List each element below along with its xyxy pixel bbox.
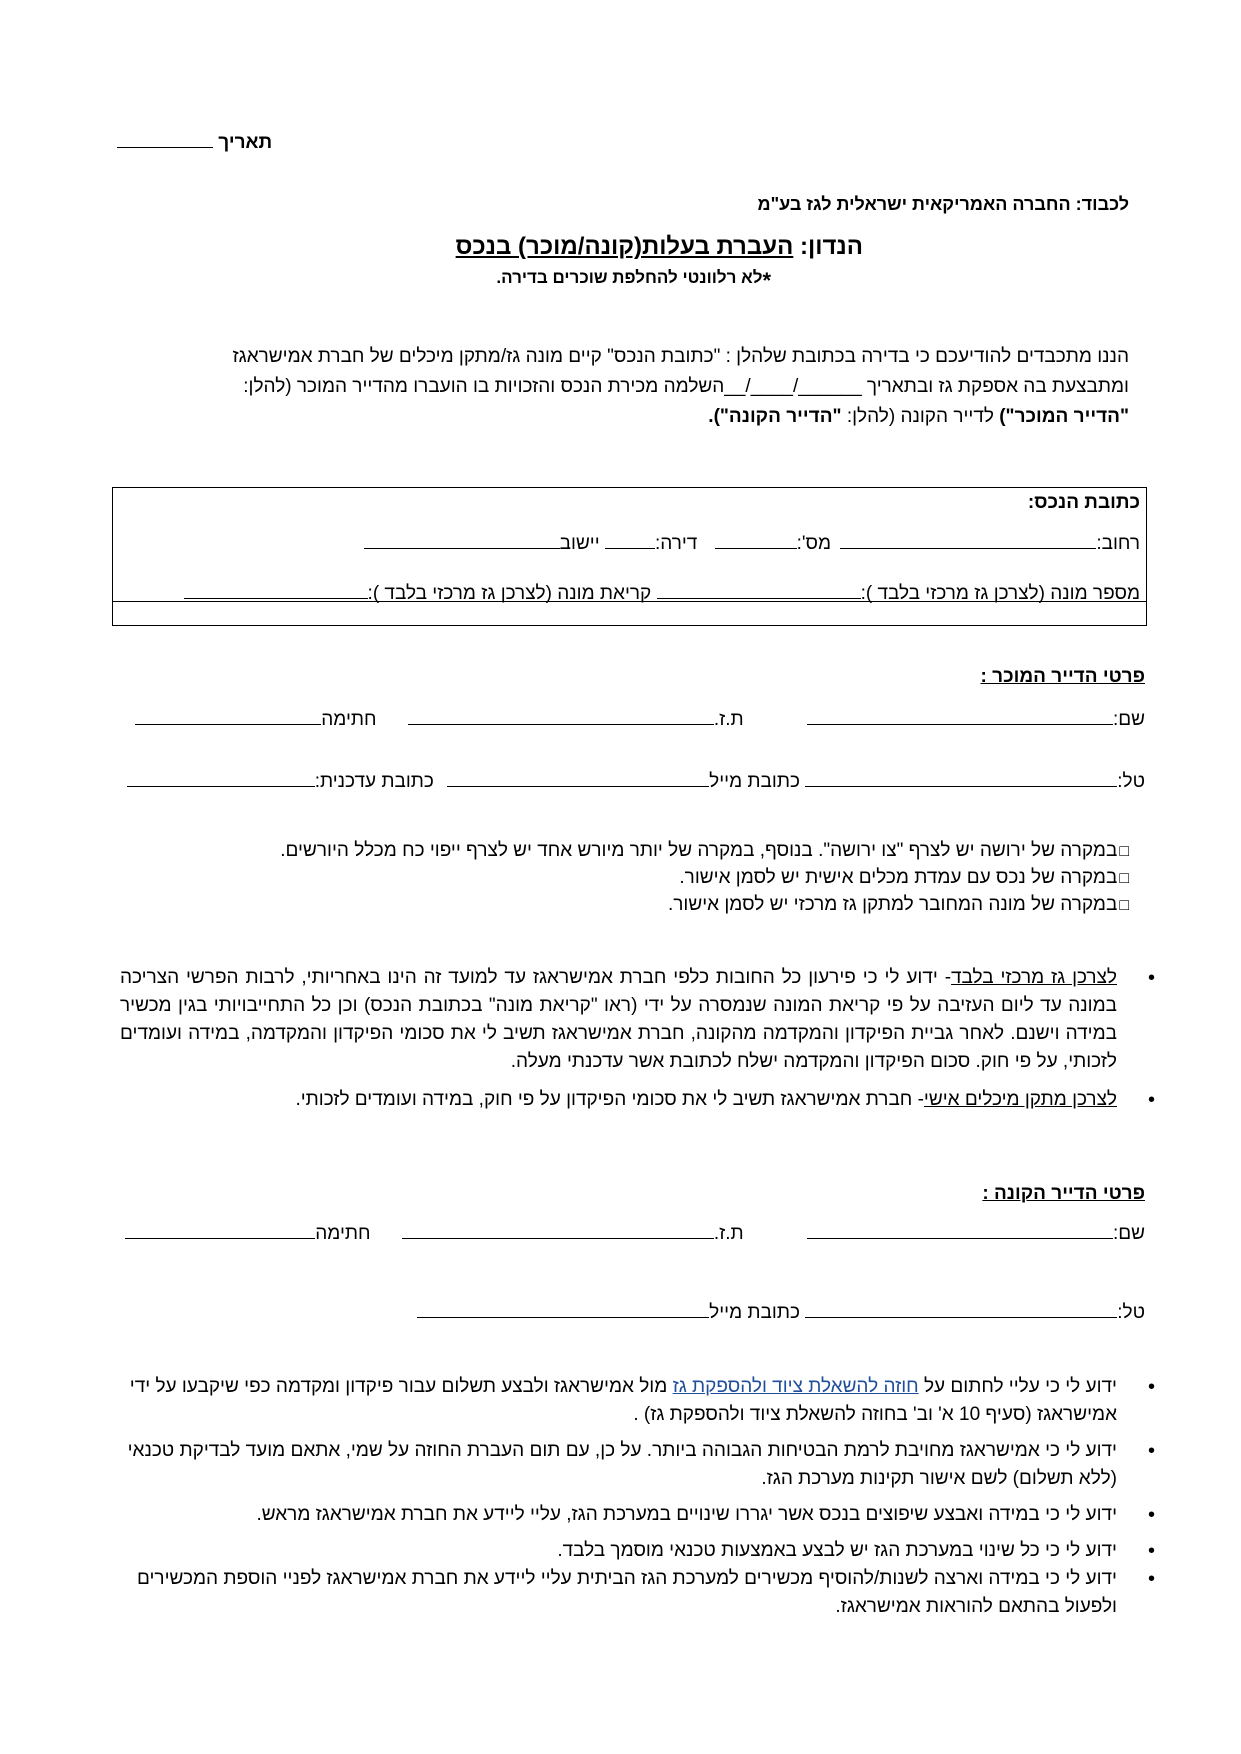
check-item-private-tanks[interactable] — [280, 865, 1129, 892]
renovation-term — [110, 1501, 1155, 1529]
date-field[interactable] — [117, 127, 213, 148]
buyer-email-label: כתובת מייל — [709, 1302, 800, 1323]
subject-text: העברת בעלות(קונה/מוכר) בנכס — [455, 233, 794, 260]
private-tank-term — [120, 1086, 1155, 1114]
seller-row-2 — [127, 766, 1145, 793]
seller-id-field[interactable] — [408, 704, 714, 725]
check-item-central-gas[interactable] — [280, 892, 1129, 919]
seller-email-field[interactable] — [447, 766, 709, 787]
note-text: לא רלוונטי להחלפת שוכרים בדירה. — [496, 268, 763, 287]
contract-text-b: מול אמישראגז ולבצע תשלום עבור פיקדון ומקדמה כפי שיקבעו על ידי אמישראגז (סעיף 10 א' וב' בחוזה להשאלת ציוד ולהספקת גז) . — [129, 1376, 1117, 1425]
buyer-phone-field[interactable] — [805, 1297, 1117, 1318]
contract-term — [110, 1373, 1155, 1429]
bullet-icon: • — [1147, 1376, 1155, 1398]
intro-paragraph — [118, 342, 1129, 432]
safety-term — [110, 1437, 1155, 1493]
intro-line-1: הננו מתכבדים להודיעכם כי בדירה בכתובת שלהלן : "כתובת הנכס" קיים מונה גז/מתקן מיכלים של חברת אמישראגז — [232, 346, 1129, 367]
seller-signature-label: חתימה — [321, 709, 377, 730]
appliances-text: ידוע לי כי במידה וארצה לשנות/להוסיף מכשירים למערכת הגז הביתית עליי ליידע את חברת אמישראגז לפניי הוספת המכשירים ולפעול בהתאם להוראות אמישראגז. — [136, 1568, 1117, 1617]
central-gas-text: - ידוע לי כי פירעון כל החובות כלפי חברת אמישראגז עד למועד זה הינו באחריותי, לרבות הפרשי הצריכה במונה עד ליום העזיבה על פי קריאת המונה שנמסרה על ידי (ראו "קריאת מונה" בכתובת הנכס) וכן כל התחייבויותי בגין מכשיר במידה וישנם. לאחר גביית הפיקדון והמקדמה מהקונה, חברת אמישראגז תשיב לי את סכומי הפיקדון והמקדמה, במידה ועומדים לזכותי, על פי חוק. סכום הפיקדון והמקדמה ישלח לכתובת אשר עדכנתי מעלה. — [120, 967, 1117, 1072]
address-box — [112, 487, 1147, 626]
buyer-id-label: ת.ז. — [713, 1223, 744, 1244]
number-label: מס': — [796, 533, 832, 554]
buyer-phone-label: טל: — [1117, 1302, 1145, 1323]
date-label: תאריך — [218, 132, 273, 153]
settlement-field[interactable] — [364, 528, 560, 549]
check-text: במקרה של מונה המחובר למתקן גז מרכזי יש לסמן אישור. — [667, 894, 1118, 915]
seller-name-field[interactable] — [807, 704, 1113, 725]
checkbox-icon[interactable]: □ — [1119, 870, 1129, 887]
number-field[interactable] — [715, 528, 797, 549]
technician-text: ידוע לי כי כל שינוי במערכת הגז יש לבצע באמצעות טכנאי מוסמך בלבד. — [557, 1540, 1117, 1561]
bullet-icon: • — [1147, 1568, 1155, 1590]
seller-address-field[interactable] — [127, 766, 315, 787]
meter-reading-field[interactable] — [184, 578, 368, 599]
address-box-divider — [113, 601, 1146, 602]
intro-mid: לדייר הקונה (להלן: — [841, 406, 1000, 427]
seller-name-label: שם: — [1112, 709, 1145, 730]
apartment-label: דירה: — [654, 533, 698, 554]
buyer-email-field[interactable] — [417, 1297, 709, 1318]
bullet-icon: • — [1147, 967, 1155, 989]
meter-number-label: מספר מונה (לצרכן גז מרכזי בלבד ): — [860, 583, 1140, 604]
private-tank-text: - חברת אמישראגז תשיב לי את סכומי הפיקדון על פי חוק, במידה ועומדים לזכותי. — [295, 1089, 924, 1110]
appliances-term — [110, 1565, 1155, 1621]
seller-signature-field[interactable] — [135, 704, 321, 725]
buyer-title: פרטי הדייר הקונה : — [982, 1183, 1145, 1204]
seller-address-label: כתובת עדכנית: — [314, 771, 434, 792]
address-title: כתובת הנכס: — [1027, 492, 1140, 513]
check-item-inheritance[interactable] — [280, 838, 1129, 865]
street-field[interactable] — [840, 528, 1096, 549]
central-gas-label: לצרכן גז מרכזי בלבד — [951, 967, 1117, 988]
bullet-icon: • — [1147, 1440, 1155, 1462]
street-label: רחוב: — [1096, 533, 1140, 554]
safety-text: ידוע לי כי אמישראגז מחויבת לרמת הבטיחות הגבוהה ביותר. על כן, עם תום העברת החוזה על שמי, אתאם מועד לבדיקת טכנאי (ללא תשלום) לשם אישור תקינות מערכת הגז. — [127, 1440, 1117, 1489]
central-gas-term — [120, 964, 1155, 1076]
seller-phone-field[interactable] — [805, 766, 1117, 787]
seller-term: "הדייר המוכר") — [999, 406, 1129, 427]
contract-text-a: ידוע לי כי עליי לחתום על — [918, 1376, 1117, 1397]
subject-line — [456, 233, 863, 261]
note-star: * — [762, 268, 771, 293]
buyer-term: "הדייר הקונה"). — [708, 406, 842, 427]
private-tank-label: לצרכן מתקן מיכלים אישי — [923, 1089, 1117, 1110]
seller-id-label: ת.ז. — [713, 709, 744, 730]
technician-term — [110, 1537, 1155, 1565]
subject-label: הנדון: — [799, 233, 863, 260]
buyer-terms — [110, 1373, 1155, 1621]
seller-title: פרטי הדייר המוכר : — [980, 666, 1145, 687]
seller-phone-label: טל: — [1117, 771, 1145, 792]
address-row-1 — [364, 528, 1140, 555]
bullet-icon: • — [1147, 1504, 1155, 1526]
buyer-id-field[interactable] — [402, 1218, 714, 1239]
intro-line-2: ומתבצעת בה אספקת גז ובתאריך ______/____/__השלמה מכירת הנכס והזכויות בו הועברו מהדייר המוכר (להלן: — [243, 376, 1129, 397]
buyer-name-label: שם: — [1112, 1223, 1145, 1244]
subject-note — [496, 268, 771, 294]
checkbox-icon[interactable]: □ — [1119, 843, 1129, 860]
recipient: לכבוד: החברה האמריקאית ישראלית לגז בע"מ — [757, 194, 1129, 214]
buyer-row-1 — [125, 1218, 1145, 1245]
meter-number-field[interactable] — [657, 578, 861, 599]
check-text: במקרה של נכס עם עמדת מכלים אישית יש לסמן אישור. — [679, 867, 1118, 888]
check-text: במקרה של ירושה יש לצרף "צו ירושה". בנוסף, במקרה של יותר מיורש אחד יש לצרף ייפוי כח מכלל היורשים. — [280, 840, 1118, 861]
checkbox-icon[interactable]: □ — [1119, 897, 1129, 914]
apartment-field[interactable] — [605, 528, 655, 549]
buyer-signature-field[interactable] — [125, 1218, 315, 1239]
buyer-signature-label: חתימה — [315, 1223, 371, 1244]
meter-reading-label: קריאת מונה (לצרכן גז מרכזי בלבד ): — [367, 583, 652, 604]
buyer-name-field[interactable] — [807, 1218, 1113, 1239]
bullet-icon: • — [1147, 1089, 1155, 1111]
seller-row-1 — [135, 704, 1145, 731]
bullet-icon: • — [1147, 1540, 1155, 1562]
checkbox-list — [280, 838, 1129, 919]
date-row — [117, 127, 272, 154]
settlement-label: יישוב — [559, 533, 600, 554]
contract-link[interactable]: חוזה להשאלת ציוד ולהספקת גז — [672, 1376, 919, 1397]
seller-terms — [120, 964, 1155, 1114]
renovation-text: ידוע לי כי במידה ואבצע שיפוצים בנכס אשר יגררו שינויים במערכת הגז, עליי ליידע את חברת אמישראגז מראש. — [256, 1504, 1117, 1525]
buyer-row-2 — [417, 1297, 1145, 1324]
seller-email-label: כתובת מייל — [709, 771, 800, 792]
intro-line-3 — [118, 402, 1129, 432]
